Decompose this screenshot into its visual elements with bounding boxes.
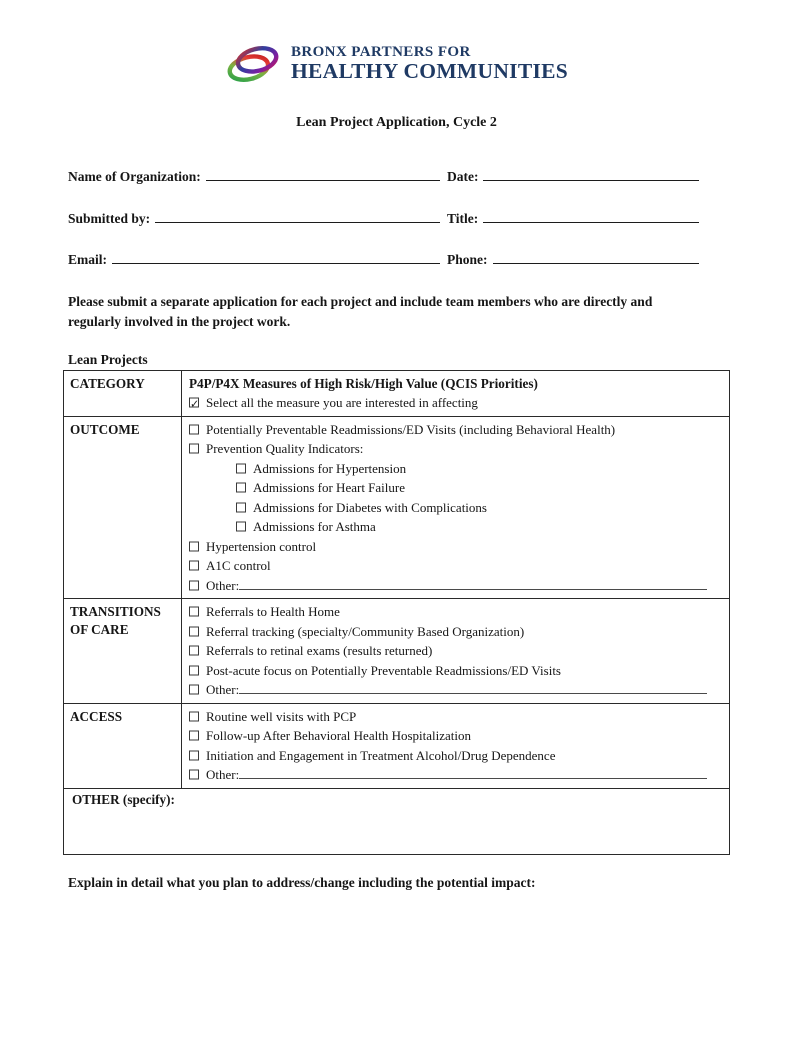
checkbox-item — [189, 459, 721, 479]
checkbox-label: Post-acute focus on Potentially Preventable Readmissions/ED Visits — [206, 662, 561, 678]
checkbox-item — [189, 537, 721, 557]
checkbox-label: Other: — [206, 577, 240, 593]
field-label: Date: — [447, 169, 479, 184]
page-title: Lean Project Application, Cycle 2 — [296, 115, 497, 130]
table-row-access — [64, 703, 730, 788]
table-label: Lean Projects — [68, 352, 148, 368]
checkbox-label: Initiation and Engagement in Treatment Alcohol/Drug Dependence — [206, 747, 556, 763]
checkbox-checked-icon[interactable] — [189, 398, 199, 408]
checkbox-item — [189, 576, 721, 596]
field-name-of-organization — [68, 167, 440, 185]
instructions-text: Please submit a separate application for each project and include team members who are directly and regularly involved in the project work. — [68, 293, 653, 330]
checkbox-item — [189, 439, 721, 459]
transitions-content-cell — [182, 599, 730, 704]
checkbox-label: A1C control — [206, 558, 271, 574]
logo-wordmark — [291, 44, 568, 83]
logo-line1: BRONX PARTNERS FOR — [290, 44, 471, 61]
checkbox-unchecked-icon[interactable] — [189, 770, 199, 780]
checkbox-item — [189, 680, 721, 700]
field-email — [68, 250, 440, 268]
field-label: Submitted by: — [68, 210, 151, 226]
other-blank-line[interactable] — [239, 682, 707, 694]
checkbox-unchecked-icon[interactable] — [189, 607, 199, 617]
field-date — [447, 167, 699, 185]
checkbox-unchecked-icon[interactable] — [189, 444, 199, 454]
checkbox-label: Admissions for Asthma — [253, 519, 376, 535]
checkbox-unchecked-icon[interactable] — [189, 750, 199, 760]
checkbox-label: Other: — [206, 682, 240, 698]
other-specify-cell[interactable] — [64, 788, 730, 854]
checkbox-unchecked-icon[interactable] — [189, 561, 199, 571]
table-row-other — [64, 788, 730, 854]
checkbox-item — [189, 746, 721, 766]
checkbox-unchecked-icon[interactable] — [189, 541, 199, 551]
submitted-by-blank[interactable] — [155, 209, 440, 223]
lean-projects-table — [63, 370, 730, 855]
category-cell: CATEGORY — [64, 371, 182, 417]
checkbox-unchecked-icon[interactable] — [236, 502, 246, 512]
checkbox-label: Routine well visits with PCP — [206, 708, 357, 724]
checkbox-item — [189, 517, 721, 537]
document-page — [0, 40, 791, 1064]
field-submitted-by — [68, 209, 440, 227]
field-label: Title: — [447, 210, 479, 226]
checkbox-unchecked-icon[interactable] — [236, 463, 246, 473]
checkbox-label: Admissions for Diabetes with Complications — [253, 499, 487, 515]
logo — [225, 40, 568, 88]
table-row-outcome — [64, 416, 730, 599]
checkbox-item — [189, 707, 721, 727]
checkbox-unchecked-icon[interactable] — [189, 685, 199, 695]
checkbox-label: Potentially Preventable Readmissions/ED Visits (including Behavioral Health) — [206, 421, 616, 437]
checkbox-unchecked-icon[interactable] — [189, 646, 199, 656]
checkbox-label: Referrals to retinal exams (results returned) — [206, 643, 433, 659]
field-label: Email: — [68, 252, 107, 267]
form-row — [68, 250, 730, 268]
checkbox-unchecked-icon[interactable] — [236, 522, 246, 532]
other-blank-line[interactable] — [239, 578, 707, 590]
category-cell: TRANSITIONS OF CARE — [64, 599, 182, 704]
access-content-cell — [182, 703, 730, 788]
outcome-content-cell — [182, 416, 730, 599]
field-label: Phone: — [447, 252, 488, 267]
checkbox-unchecked-icon[interactable] — [236, 483, 246, 493]
checkbox-label: Prevention Quality Indicators: — [206, 441, 364, 457]
category-cell: ACCESS — [64, 703, 182, 788]
date-blank[interactable] — [483, 167, 699, 181]
checkbox-label: Referral tracking (specialty/Community Based Organization) — [206, 623, 525, 639]
checkbox-unchecked-icon[interactable] — [189, 711, 199, 721]
logo-line2: HEALTHY COMMUNITIES — [290, 59, 569, 84]
form-fields — [63, 167, 730, 268]
checkbox-item — [189, 726, 721, 746]
table-row-transitions — [64, 599, 730, 704]
checkbox-label: Admissions for Hypertension — [253, 460, 407, 476]
checkbox-item — [189, 420, 721, 440]
other-specify-label: OTHER (specify): — [72, 791, 175, 807]
checkbox-item — [189, 556, 721, 576]
checkbox-item — [189, 765, 721, 785]
checkbox-item — [189, 478, 721, 498]
field-title — [447, 209, 699, 227]
checkbox-label: Follow-up After Behavioral Health Hospitalization — [206, 728, 471, 744]
checkbox-label: Admissions for Heart Failure — [253, 480, 406, 496]
checkbox-label: Hypertension control — [206, 538, 317, 554]
form-row — [68, 209, 730, 227]
checkbox-label: Select all the measure you are interested in affecting — [206, 395, 478, 411]
checkbox-unchecked-icon[interactable] — [189, 626, 199, 636]
checkbox-unchecked-icon[interactable] — [189, 424, 199, 434]
explain-prompt: Explain in detail what you plan to address/change including the potential impact: — [68, 874, 536, 890]
checkbox-item — [189, 602, 721, 622]
checkbox-item — [189, 641, 721, 661]
checkbox-item — [189, 661, 721, 681]
checkbox-unchecked-icon[interactable] — [189, 580, 199, 590]
checkbox-label: Referrals to Health Home — [206, 604, 340, 620]
form-row — [68, 167, 730, 185]
other-blank-line[interactable] — [239, 767, 707, 779]
checkbox-unchecked-icon[interactable] — [189, 731, 199, 741]
checkbox-label: Other: — [206, 767, 240, 783]
measures-header: P4P/P4X Measures of High Risk/High Value (QCIS Priorities) — [189, 376, 538, 392]
name-of-organization-blank[interactable] — [206, 167, 440, 181]
checkbox-item — [189, 498, 721, 518]
field-phone — [447, 250, 699, 268]
checkbox-unchecked-icon[interactable] — [189, 665, 199, 675]
checkbox-item — [189, 622, 721, 642]
title-blank[interactable] — [483, 209, 699, 223]
email-blank[interactable] — [112, 250, 440, 264]
phone-blank[interactable] — [493, 250, 700, 264]
checkbox-item — [189, 393, 721, 413]
field-label: Name of Organization: — [68, 169, 201, 184]
table-row-category — [64, 371, 730, 417]
category-cell: OUTCOME — [64, 416, 182, 599]
logo-rings-icon — [225, 40, 282, 88]
category-content-cell — [182, 371, 730, 417]
